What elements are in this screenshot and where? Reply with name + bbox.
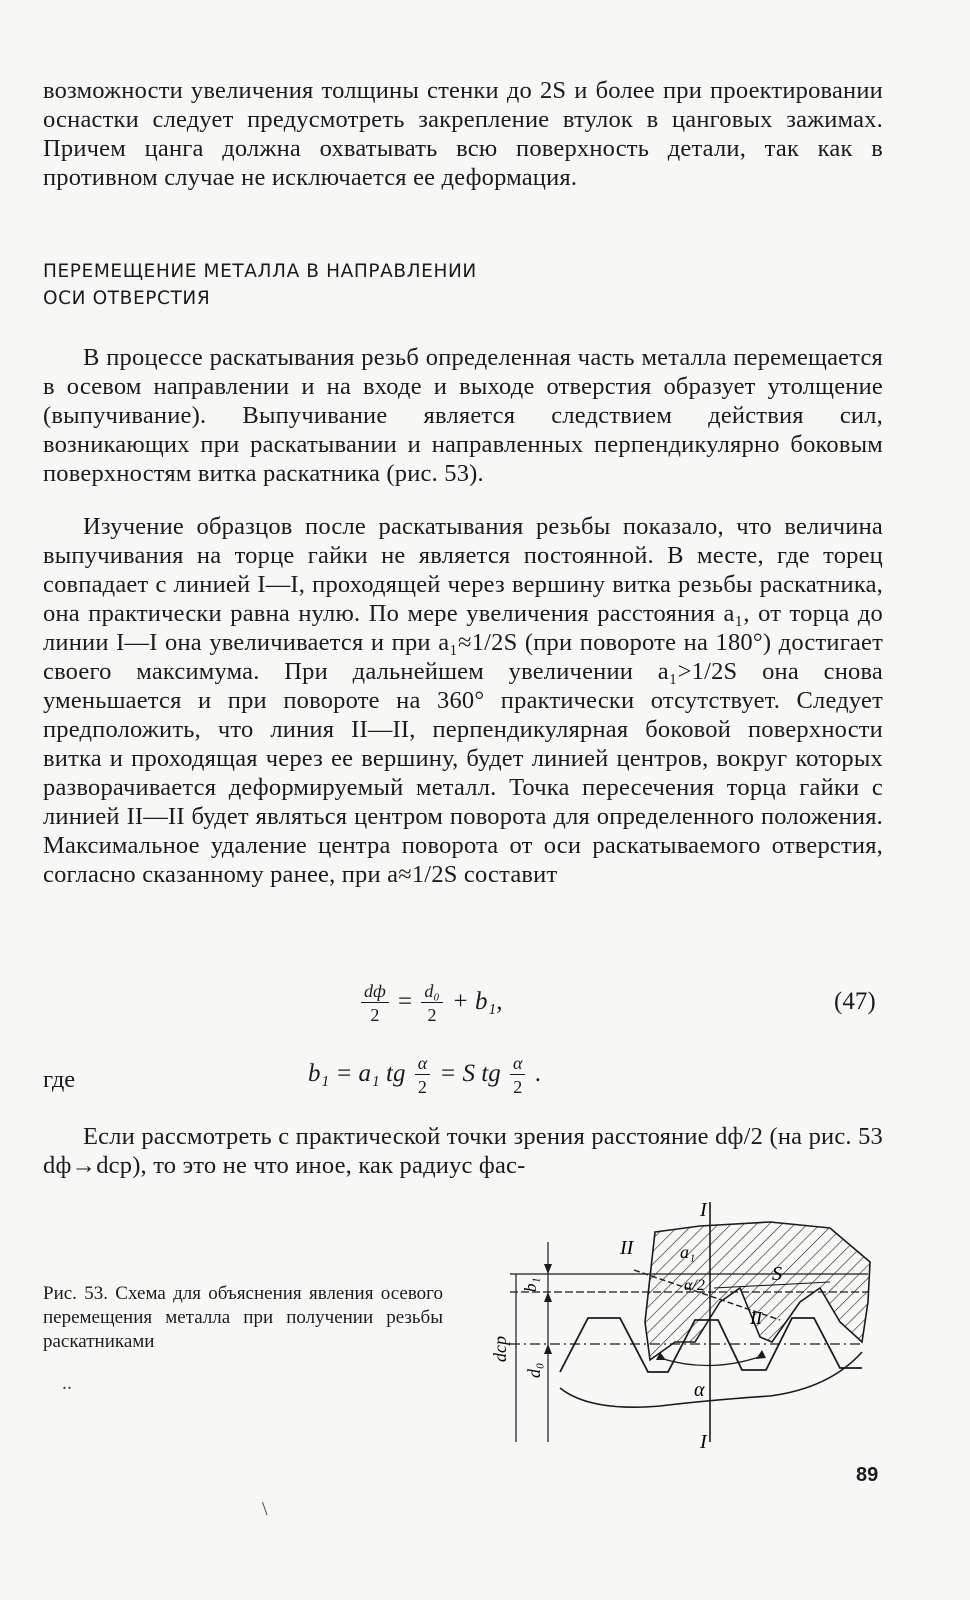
paragraph-study: Изучение образцов после раскатывания резьбы показало, что величина выпучивания на торце гайки не является постоянной. В месте, где торец совпадает с линией I—I, проходящей через вершину витка резьбы раскатника, она практически равна нулю. По мере увеличения расстояния a₁, от торца до линии I—I она увеличивается и при a₁≈1/2S (при повороте на 180°) достигает своего максимума. При дальнейшем увеличении a₁>1/2S она снова уменьшается и при повороте на 360° практически отсутствует. Следует предположить, что линия II—II, перпендикулярная боковой поверхности витка и проходящая через ее вершину, будет линией центров, вокруг которых разворачивается деформируемый металл. Точка пересечения торца гайки с линией II—II будет являться центром поворота для определенного положения. Максимальное удаление центра поворота от оси раскатываемого отверстия, согласно сказанному ранее, при a≈1/2S составит bbox=[43, 513, 883, 888]
page-number: 89 bbox=[856, 1464, 879, 1486]
fraction-numerator: d₀ bbox=[421, 980, 442, 1003]
arrow-b1-top bbox=[544, 1264, 552, 1274]
fraction-denominator: 2 bbox=[427, 1005, 437, 1025]
print-speck-2: \ bbox=[262, 1498, 268, 1520]
alpha-arrow-right bbox=[756, 1350, 766, 1359]
fraction-d0 bbox=[421, 980, 442, 1027]
formula-b1-mid: = S tg bbox=[439, 1060, 501, 1088]
figure-caption: Рис. 53. Схема для объяснения явления осевого перемещения металла при получении резьбы раскатниками bbox=[43, 1283, 443, 1352]
paragraph-intro: возможности увеличения толщины стенки до 2S и более при проектировании оснастки следует предусмотреть закрепление втулок в цанговых зажимах. Причем цанга должна охватывать всю поверхность детали, так как в противном случае не исключается ее деформация. bbox=[43, 77, 883, 191]
fraction-denominator: 2 bbox=[513, 1077, 523, 1097]
label-alpha-half: α/2 bbox=[684, 1277, 705, 1294]
equals-sign: = bbox=[398, 988, 413, 1016]
fraction-numerator: dф bbox=[361, 980, 389, 1003]
fraction-alpha-half bbox=[415, 1052, 430, 1099]
paragraph-radius: Если рассмотреть с практической точки зрения расстояние dф/2 (на рис. 53 dф→dср), то это не что иное, как радиус фас- bbox=[43, 1123, 883, 1179]
paragraph-process: В процессе раскатывания резьб определенная часть металла перемещается в осевом направлении и на входе и выходе отверстия образует утолщение (выпучивание). Выпучивание является следствием действия сил, возникающих при раскатывании и направленных перпендикулярно боковым поверхностям витка раскатника (рис. 53). bbox=[43, 344, 883, 487]
fraction-numerator: α bbox=[510, 1052, 525, 1075]
label-dcp: dср bbox=[490, 1336, 510, 1362]
figure-53-diagram bbox=[470, 1192, 910, 1452]
fraction-alpha-half-2 bbox=[510, 1052, 525, 1099]
label-S: S bbox=[772, 1263, 782, 1285]
arrow-b1-bottom bbox=[544, 1292, 552, 1302]
fraction-dphi bbox=[361, 980, 389, 1027]
fraction-denominator: 2 bbox=[370, 1005, 380, 1025]
heading-line-1: ПЕРЕМЕЩЕНИЕ МЕТАЛЛА В НАПРАВЛЕНИИ bbox=[43, 261, 477, 282]
formula-47 bbox=[358, 980, 502, 1027]
arrow-d0 bbox=[544, 1344, 552, 1354]
label-I-bottom: I bbox=[700, 1431, 707, 1452]
label-a1: a₁ bbox=[680, 1242, 696, 1262]
fraction-numerator: α bbox=[415, 1052, 430, 1075]
label-II: II bbox=[620, 1237, 634, 1259]
label-alpha: α bbox=[694, 1379, 705, 1401]
fraction-denominator: 2 bbox=[417, 1077, 427, 1097]
equation-number: (47) bbox=[834, 988, 876, 1015]
thread-profile bbox=[560, 1318, 862, 1372]
section-heading bbox=[43, 258, 643, 312]
where-label: где bbox=[43, 1066, 76, 1093]
formula-b1-lhs: b₁ = a₁ tg bbox=[308, 1060, 406, 1088]
label-d0: d₀ bbox=[524, 1362, 544, 1378]
lower-outline bbox=[560, 1352, 862, 1407]
print-speck-1: .. bbox=[62, 1372, 72, 1394]
heading-line-2: ОСИ ОТВЕРСТИЯ bbox=[43, 288, 211, 309]
formula-b1 bbox=[308, 1052, 541, 1099]
formula-end: . bbox=[534, 1060, 541, 1088]
roller-section bbox=[645, 1222, 870, 1360]
label-II-lower: II bbox=[750, 1308, 762, 1328]
formula-tail: + b₁, bbox=[451, 988, 503, 1016]
label-I-top: I bbox=[700, 1199, 707, 1221]
label-b1: b₁ bbox=[521, 1277, 540, 1292]
